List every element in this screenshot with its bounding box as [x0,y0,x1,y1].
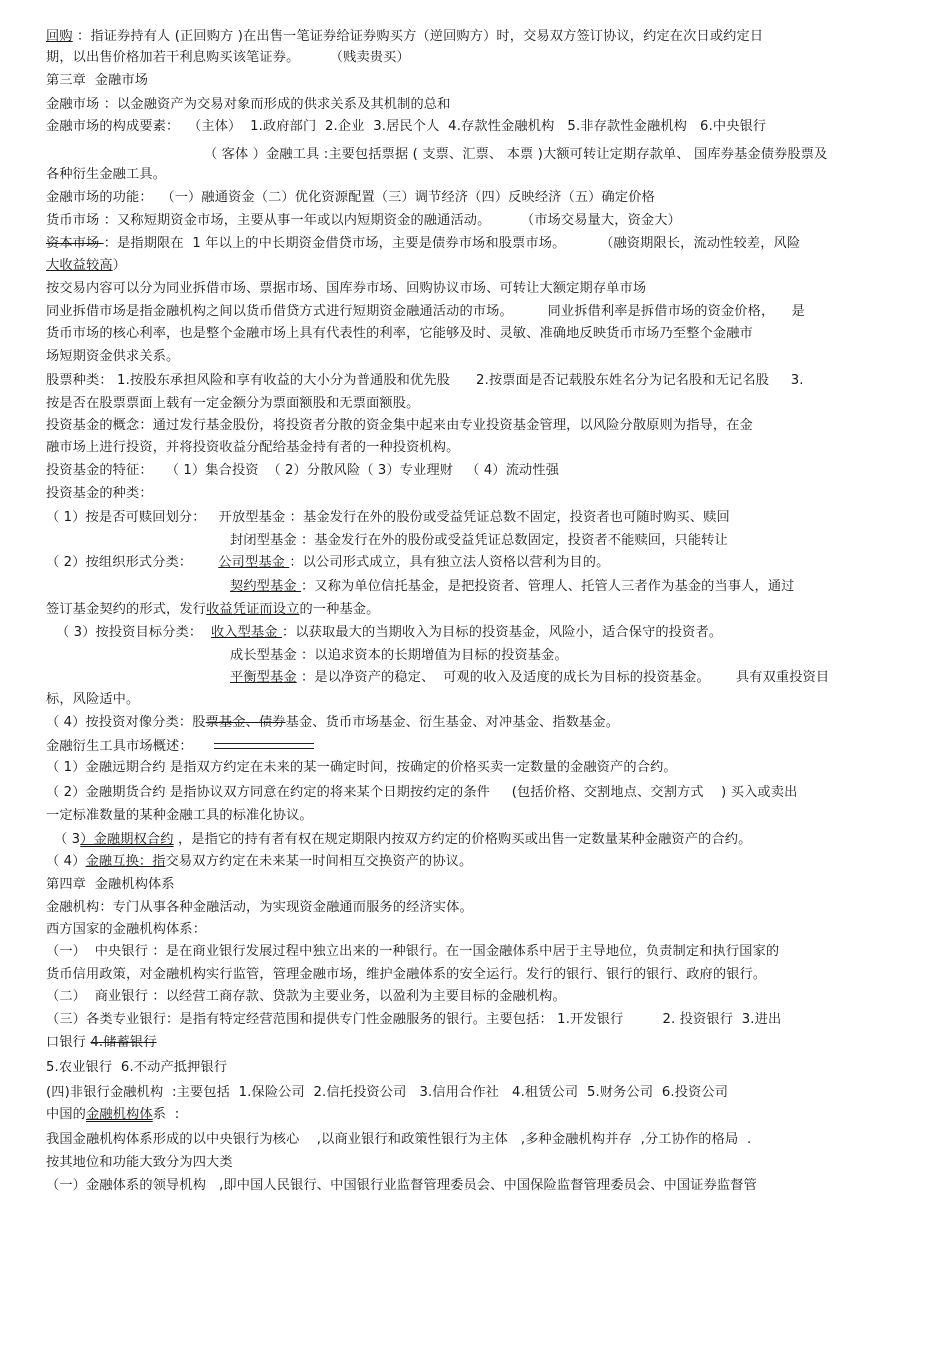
text-line [46,438,459,458]
text-segment: 期，以出售价格加若干利息购买该笔证券。 （贱卖贵买） [46,50,410,65]
text-segment: 同业拆借市场是指金融机构之间以货币借贷方式进行短期资金融通活动的市场。 同业拆借利率是拆借市场的资金价格， 是 [46,304,805,319]
text-line [230,531,728,551]
text-segment: 公司型基金 [218,555,290,570]
text-segment: （ 1）按是否可赎回划分： 开放型基金 ：基金发行在外的股份或受益凭证总数不固定，投资者也可随时购买、赎回 [46,510,730,525]
text-line [46,416,753,436]
text-line [204,145,827,165]
text-segment: 回购 [46,29,73,44]
text-segment: 票基金、债券 [205,715,286,730]
text-segment: ：是以净资产的稳定、 可观的收入及适度的成长为目标的投资基金。 具有双重投资目 [296,670,830,685]
text-line [46,211,681,231]
text-line [46,188,655,208]
text-segment: 金融市场的构成要素： （主体） 1.政府部门 2.企业 3.居民个人 4.存款性金融机构 5.非存款性金融机构 6.中央银行 [46,119,767,134]
text-line [230,577,795,597]
text-line [46,347,179,367]
text-segment: 封闭型基金 ：基金发行在外的股份或受益凭证总数固定，投资者不能赎回，只能转让 [230,533,728,548]
text-line [46,371,804,391]
text-segment: 资本市场 [46,236,104,251]
text-segment: 平衡型基金 [230,670,297,685]
text-segment: （ 4） [46,854,86,869]
text-segment: 场短期资金供求关系。 [46,349,180,364]
text-line [46,27,763,47]
text-segment: 契约型基金 [230,579,302,594]
text-segment: ） [112,258,127,273]
text-line [46,965,766,985]
text-line [230,668,829,688]
text-line [46,165,166,185]
text-line [46,1176,757,1196]
text-line [230,646,568,666]
text-segment: 投资基金的特征： （ 1）集合投资 （ 2）分散风险（ 3）专业理财 （ 4）流动性强 [46,463,560,478]
text-line [46,279,646,299]
text-segment: 交易双方约定在未来某一时间相互交换资产的协议。 [165,854,473,869]
text-segment: （ 1）金融远期合约 是指双方约定在未来的某一确定时间，按确定的价格买卖一定数量的金融资产的合约。 [46,760,677,775]
text-line [46,1033,157,1053]
text-line [46,48,410,68]
text-segment: （一）金融体系的领导机构 ,即中国人民银行、中国银行业监督管理委员会、中国保险监督管理委员会、中国证券监督管 [46,1178,757,1193]
text-line [46,1010,781,1030]
text-segment: 系 : [152,1107,180,1122]
text-line [46,508,730,528]
text-segment: （二） 商业银行 ：以经营工商存款、贷款为主要业务，以盈利为主要目标的金融机构。 [46,989,566,1004]
text-segment: ：以公司形式成立，具有独立法人资格以营利为目的。 [289,555,610,570]
text-segment: 成长型基金 ：以追求资本的长期增值为目标的投资基金。 [230,648,568,663]
text-line [46,394,419,414]
text-line [46,898,473,918]
text-segment: 融市场上进行投资，并将投资收益分配给基金持有者的一种投资机构。 [46,440,460,455]
text-line [46,920,206,940]
text-segment: 4.储蓄银行 [90,1035,157,1050]
text-line [46,1083,728,1103]
text-segment: 收益凭证而设立 [206,602,300,617]
text-segment: （三）各类专业银行：是指有特定经营范围和提供专门性金融服务的银行。主要包括： 1.开发银行 2. 投资银行 3.进出 [46,1012,782,1027]
text-segment: 大收益较高 [46,258,113,273]
text-segment: 金融机构体 [86,1107,153,1122]
text-segment: 第三章 金融市场 [46,73,149,88]
text-line [46,737,193,757]
text-segment: 金融互换：指 [85,854,166,869]
text-line [46,987,566,1007]
text-segment: 基金、货币市场基金、衍生基金、对冲基金、指数基金。 [285,715,620,730]
text-line [46,690,139,710]
text-segment: ：又称为单位信托基金，是把投资者、管理人、托管人三者作为基金的当事人，通过 [301,579,795,594]
text-segment: 金融市场 ：以金融资产为交易对象而形成的供求关系及其机制的总和 [46,97,451,112]
text-segment: （一） 中央银行 ：是在商业银行发展过程中独立出来的一种银行。在一国金融体系中居于主导地位，负责制定和执行国家的 [46,944,780,959]
text-segment: 西方国家的金融机构体系： [46,922,207,937]
text-segment: 股票种类： 1.按股东承担风险和享有收益的大小分为普通股和优先股 2.按票面是否记载股东姓名分为记名股和无记名股 3. [46,373,804,388]
text-segment: ：指证券持有人 (正回购方 )在出售一笔证券给证券购买方（逆回购方）时，交易双方签订协议，约定在次日或约定日 [72,29,764,44]
text-line [46,234,800,254]
text-segment: 第四章 金融机构体系 [46,877,175,892]
text-segment: 金融衍生工具市场概述： [46,739,193,754]
text-line [46,256,126,276]
text-segment: （ 客体 ）金融工具 :主要包括票据 ( 支票、汇票、 本票 )大额可转让定期存款单、 国库券基金债券股票及 [204,147,828,162]
text-segment: 的一种基金。 [299,602,380,617]
text-segment: （ 3）按投资目标分类： [56,625,211,640]
text-line [56,623,722,643]
text-line [46,1130,751,1150]
text-segment: ）金融期权合约 [80,832,174,847]
text-line [46,1153,233,1173]
text-segment: 货币市场的核心利率，也是整个金融市场上具有代表性的利率，它能够及时、灵敏、准确地反映货币市场乃至整个金融市 [46,326,753,341]
text-line [46,553,609,573]
text-segment: (四)非银行金融机构 :主要包括 1.保险公司 2.信托投资公司 3.信用合作社 4.租赁公司 5.财务公司 6.投资公司 [46,1085,729,1100]
text-segment: （ 3 [54,832,81,847]
text-segment: ：以获取最大的当期收入为目标的投资基金，风险小，适合保守的投资者。 [281,625,723,640]
text-line [46,852,472,872]
decorative-rule [214,748,314,749]
text-line [46,117,766,137]
text-segment: 金融机构：专门从事各种金融活动，为实现资金融通而服务的经济实体。 [46,900,473,915]
text-segment: 货币信用政策，对金融机构实行监管，管理金融市场，维护金融体系的安全运行。发行的银行、银行的银行、政府的银行。 [46,967,767,982]
text-segment: 签订基金契约的形式，发行 [46,602,207,617]
text-segment: 各种衍生金融工具。 [46,167,167,182]
text-segment: ，是指它的持有者有权在规定期限内按双方约定的价格购买或出售一定数量某种金融资产的合约。 [173,832,752,847]
text-line [46,1058,227,1078]
text-segment: 投资基金的种类： [46,486,153,501]
text-segment: 中国的 [46,1107,87,1122]
text-line [46,783,797,803]
text-line [46,324,753,344]
text-segment: 标，风险适中。 [46,692,140,707]
text-segment: 一定标准数量的某种金融工具的标准化协议。 [46,808,313,823]
text-line [46,1105,179,1125]
text-line [46,484,153,504]
decorative-rule [214,743,314,744]
text-segment: （ 4）按投资对像分类：股 [46,715,206,730]
text-segment: 金融市场的功能： （一）融通资金（二）优化资源配置（三）调节经济（四）反映经济（五）确定价格 [46,190,655,205]
text-segment: 投资基金的概念：通过发行基金股份，将投资者分散的资金集中起来由专业投资基金管理，以风险分散原则为指导，在金 [46,418,753,433]
text-line [54,830,751,850]
text-segment: 口银行 [46,1035,91,1050]
text-line [46,942,779,962]
text-segment: ：是指期限在 1 年以上的中长期资金借贷市场，主要是债券市场和股票市场。 （融资期限长，流动性较差，风险 [103,236,801,251]
text-line [46,71,148,91]
text-segment: 按其地位和功能大致分为四大类 [46,1155,233,1170]
text-segment: 按是否在股票票面上载有一定金额分为票面额股和无票面额股。 [46,396,420,411]
text-segment: 收入型基金 [210,625,282,640]
text-segment: 5.农业银行 6.不动产抵押银行 [46,1060,228,1075]
text-line [46,600,379,620]
text-segment: （ 2）按组织形式分类： [46,555,219,570]
text-line [46,302,805,322]
text-segment: （ 2）金融期货合约 是指协议双方同意在约定的将来某个日期按约定的条件 (包括价格、交割地点、交割方式 ) 买入或卖出 [46,785,798,800]
text-segment: 货币市场 ：又称短期资金市场，主要从事一年或以内短期资金的融通活动。 （市场交易量大，资金大） [46,213,681,228]
text-line [46,461,559,481]
text-line [46,758,677,778]
text-segment: 我国金融机构体系形成的以中央银行为核心 ,以商业银行和政策性银行为主体 ,多种金融机构并存 ,分工协作的格局 . [46,1132,752,1147]
text-line [46,713,619,733]
text-line [46,95,450,115]
text-line [46,875,175,895]
text-segment: 按交易内容可以分为同业拆借市场、票据市场、国库券市场、回购协议市场、可转让大额定期存单市场 [46,281,647,296]
text-line [46,806,313,826]
